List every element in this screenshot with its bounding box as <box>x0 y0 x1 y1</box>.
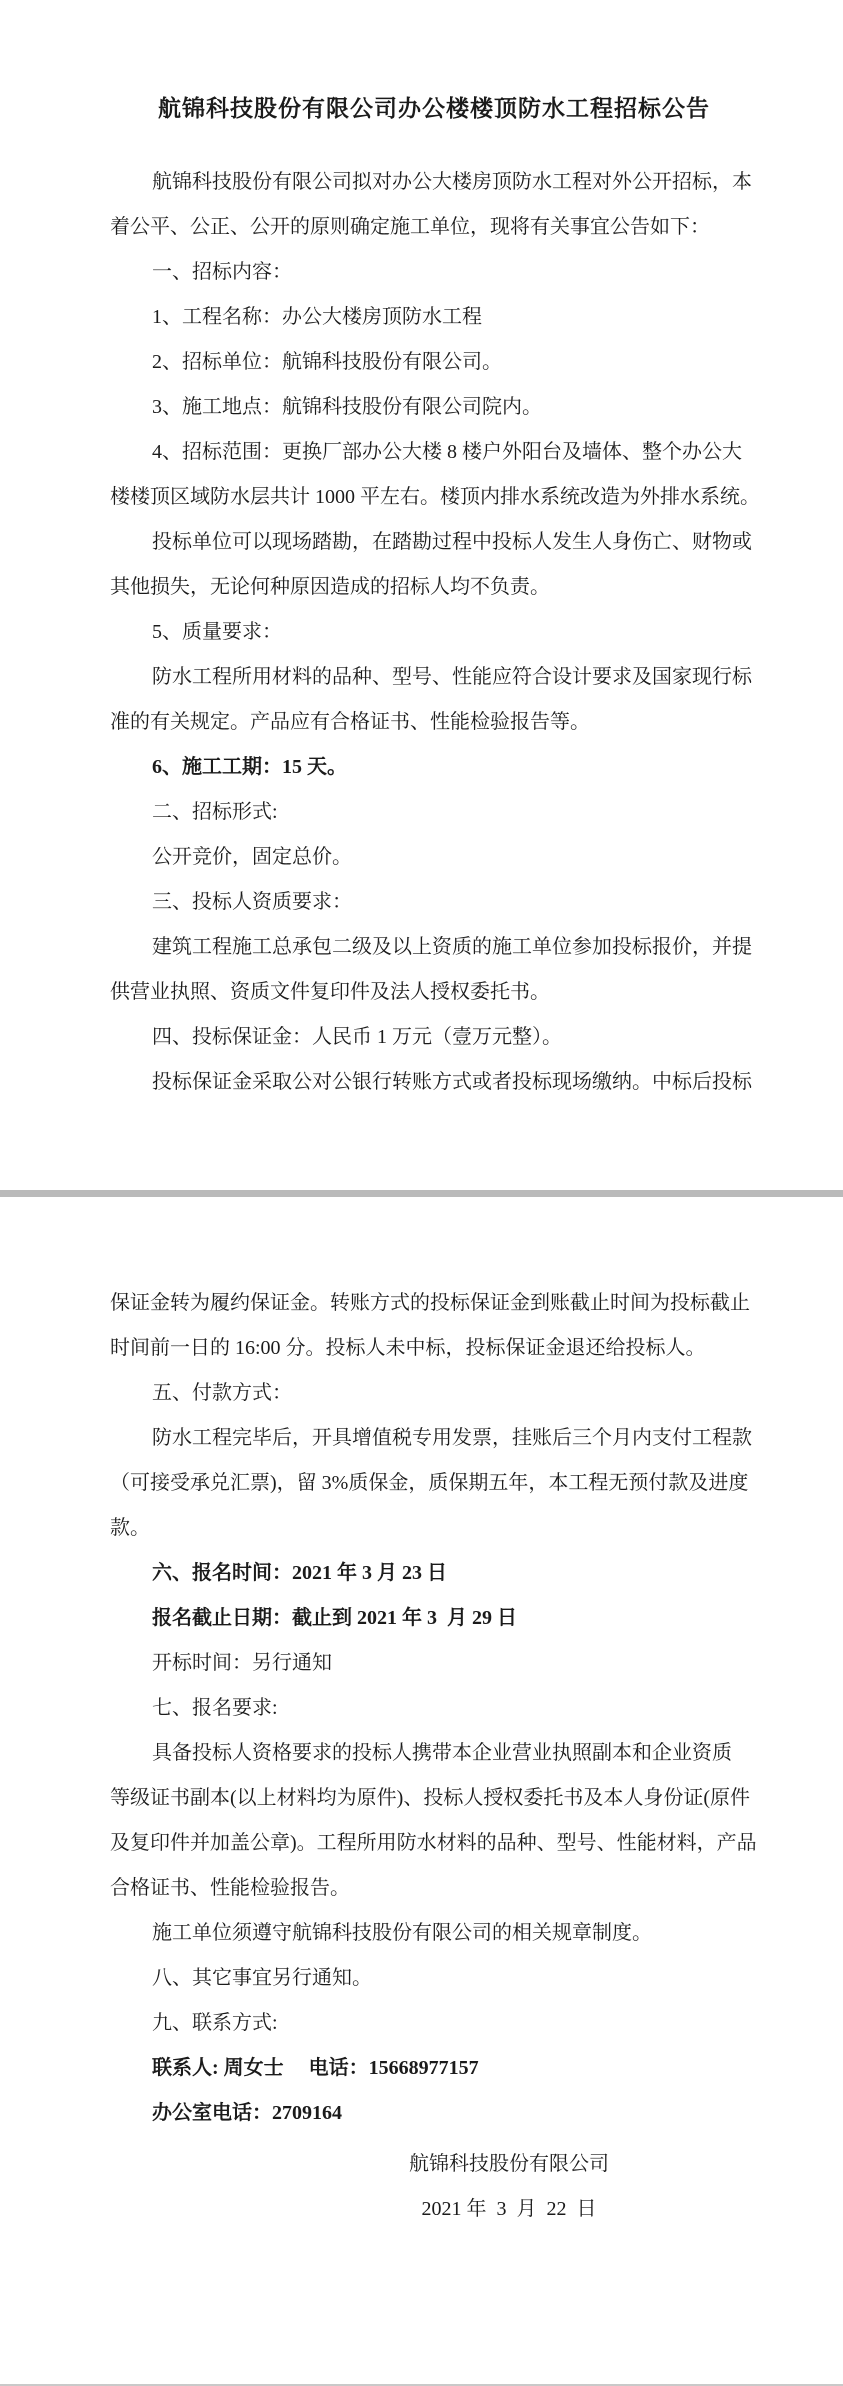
section-heading: 五、付款方式： <box>152 1382 292 1404</box>
text-line: 报名截止日期：截止到 2021 年 3 月 29 日 <box>152 1607 517 1629</box>
text-line: 3、施工地点：航锦科技股份有限公司院内。 <box>152 396 542 418</box>
text-line: 八、其它事宜另行通知。 <box>152 1967 372 1989</box>
text-line: 5、质量要求： <box>152 621 282 643</box>
text-line: 防水工程完毕后，开具增值税专用发票，挂账后三个月内支付工程款 <box>152 1427 752 1449</box>
text-line: 及复印件并加盖公章)。工程所用防水材料的品种、型号、性能材料，产品 <box>110 1832 757 1854</box>
text-line: 6、施工工期：15 天。 <box>152 756 347 778</box>
text-line: 六、报名时间：2021 年 3 月 23 日 <box>152 1562 447 1584</box>
office-phone-line: 办公室电话：2709164 <box>152 2102 342 2124</box>
contact-person-line: 联系人: 周女士 电话：15668977157 <box>152 2057 479 2079</box>
text-line: 投标单位可以现场踏勘，在踏勘过程中投标人发生人身伤亡、财物或 <box>152 531 752 553</box>
text-line: 等级证书副本(以上材料均为原件)、投标人授权委托书及本人身份证(原件 <box>110 1787 750 1809</box>
signature-block <box>110 2142 758 2232</box>
text-line: 具备投标人资格要求的投标人携带本企业营业执照副本和企业资质 <box>152 1742 732 1764</box>
document-title: 航锦科技股份有限公司办公楼楼顶防水工程招标公告 <box>158 96 710 121</box>
text-line: 保证金转为履约保证金。转账方式的投标保证金到账截止时间为投标截止 <box>110 1292 750 1314</box>
section-heading: 二、招标形式: <box>152 801 278 823</box>
signature-date: 2021 年 3 月 22 日 <box>421 2198 597 2220</box>
text-line: 楼楼顶区域防水层共计 1000 平左右。楼顶内排水系统改造为外排水系统。 <box>110 486 760 508</box>
text-line: 施工单位须遵守航锦科技股份有限公司的相关规章制度。 <box>152 1922 652 1944</box>
page-2-body <box>110 1281 758 2136</box>
text-line: 着公平、公正、公开的原则确定施工单位，现将有关事宜公告如下： <box>110 216 710 238</box>
page-1-body <box>110 160 758 1105</box>
section-heading: 七、报名要求: <box>152 1697 278 1719</box>
text-line: 航锦科技股份有限公司拟对办公大楼房顶防水工程对外公开招标，本 <box>152 171 752 193</box>
text-line: 防水工程所用材料的品种、型号、性能应符合设计要求及国家现行标 <box>152 666 752 688</box>
text-line: 投标保证金采取公对公银行转账方式或者投标现场缴纳。中标后投标 <box>152 1071 752 1093</box>
text-line: 开标时间：另行通知 <box>152 1652 332 1674</box>
section-heading: 四、投标保证金：人民币 1 万元（壹万元整）。 <box>152 1026 562 1048</box>
text-line: 时间前一日的 16:00 分。投标人未中标，投标保证金退还给投标人。 <box>110 1337 706 1359</box>
text-line: 建筑工程施工总承包二级及以上资质的施工单位参加投标报价，并提 <box>152 936 752 958</box>
text-line: 准的有关规定。产品应有合格证书、性能检验报告等。 <box>110 711 590 733</box>
text-line: 供营业执照、资质文件复印件及法人授权委托书。 <box>110 981 550 1003</box>
text-line: 4、招标范围：更换厂部办公大楼 8 楼户外阳台及墙体、整个办公大 <box>152 441 742 463</box>
page-2 <box>0 1197 843 2384</box>
text-line: 其他损失，无论何种原因造成的招标人均不负责。 <box>110 576 550 598</box>
page-separator <box>0 1190 843 1197</box>
section-heading: 三、投标人资质要求： <box>152 891 352 913</box>
section-heading: 一、招标内容： <box>152 261 292 283</box>
text-line: （可接受承兑汇票)，留 3%质保金，质保期五年，本工程无预付款及进度 <box>110 1472 749 1494</box>
signature-company: 航锦科技股份有限公司 <box>409 2153 609 2175</box>
text-line: 公开竞价，固定总价。 <box>152 846 352 868</box>
text-line: 1、工程名称：办公大楼房顶防水工程 <box>152 306 482 328</box>
text-line: 2、招标单位：航锦科技股份有限公司。 <box>152 351 502 373</box>
text-line: 合格证书、性能检验报告。 <box>110 1877 350 1899</box>
page-1 <box>0 0 843 1190</box>
text-line: 款。 <box>110 1517 150 1539</box>
section-heading: 九、联系方式: <box>152 2012 278 2034</box>
